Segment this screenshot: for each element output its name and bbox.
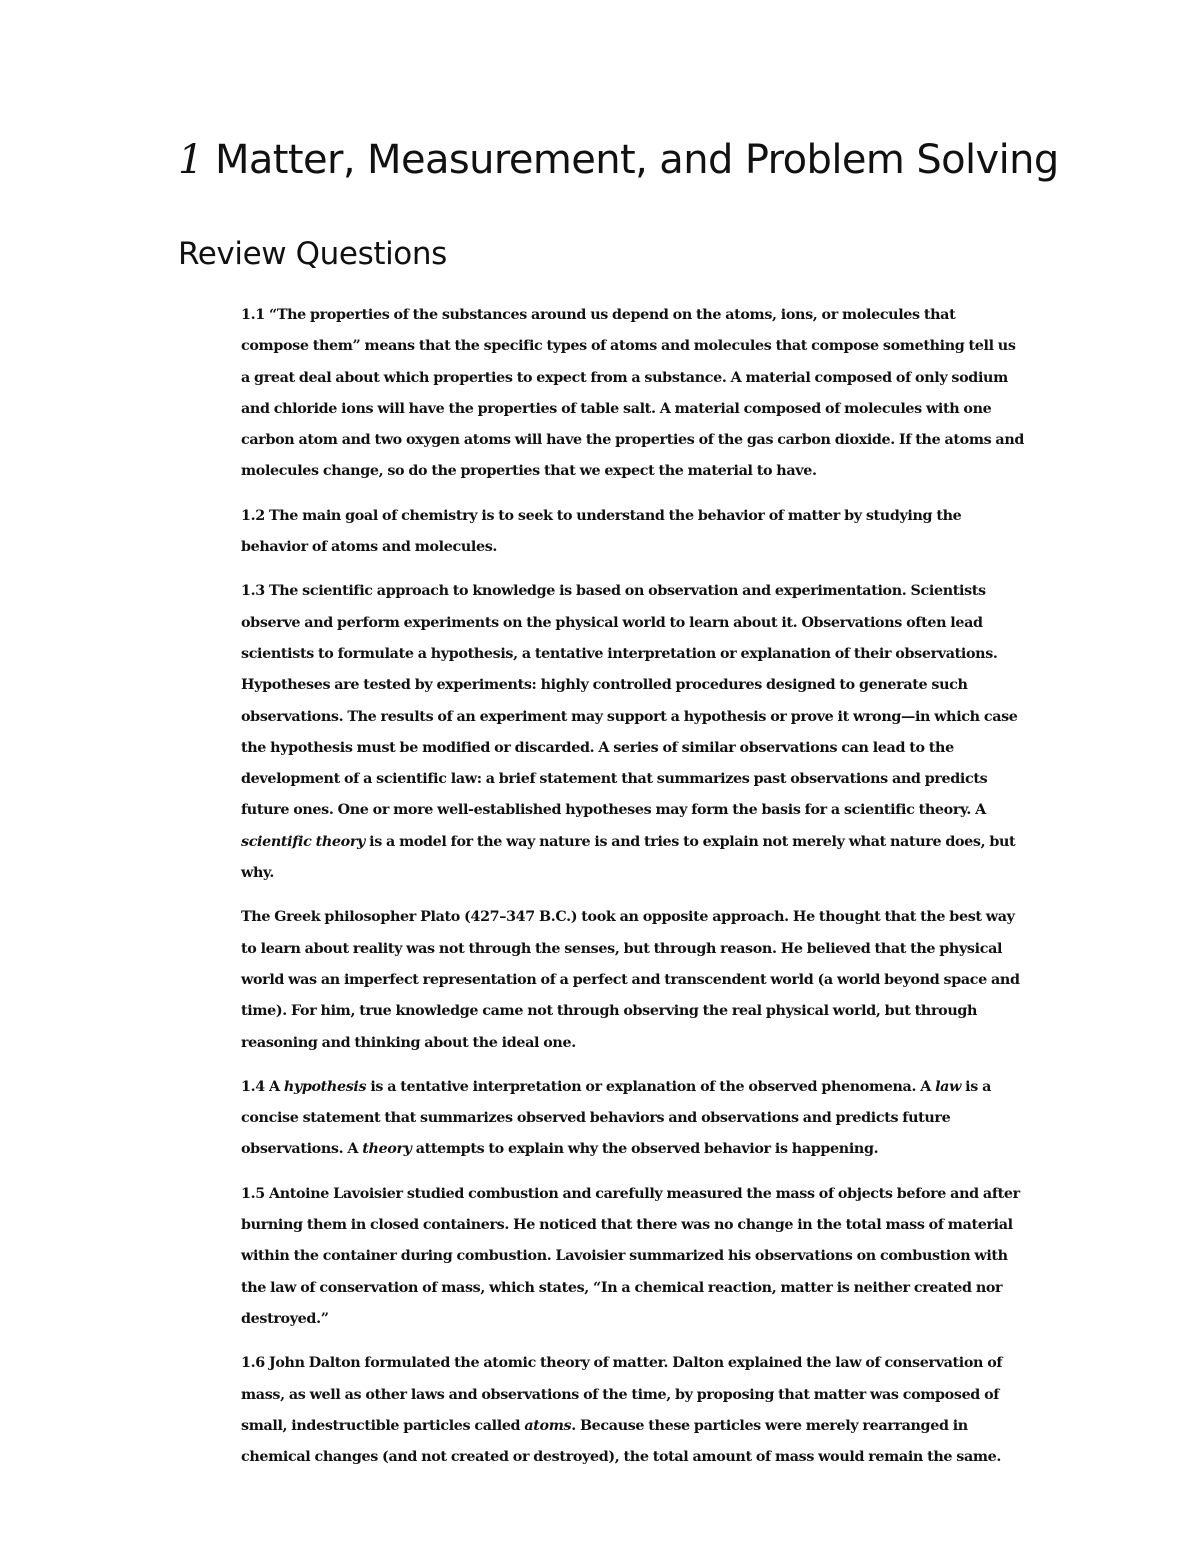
- chapter-title: [178, 132, 1059, 188]
- emphasis-atoms: atoms: [524, 1417, 572, 1434]
- paragraph-text: 1.5 Antoine Lavoisier studied combustion and carefully measured the mass of objects before and after burning them in closed containers. He noticed that there was no change in the total mass of material within the container during combustion. Lavoisier summarized his observations on combustion with the law of conservation of mass, which states, “In a chemical reaction, matter is neither created nor destroyed.”: [241, 1185, 1020, 1327]
- paragraph-text: attempts to explain why the observed behavior is happening.: [411, 1141, 879, 1158]
- chapter-number: 1: [178, 137, 203, 183]
- paragraph-text: is a tentative interpretation or explanation of the observed phenomena. A: [366, 1078, 936, 1095]
- emphasis-theory: theory: [362, 1141, 412, 1158]
- paragraph-text: 1.4 A: [241, 1078, 284, 1095]
- emphasis-law: law: [935, 1078, 962, 1095]
- paragraph-q1-3-plato: [241, 902, 1026, 1058]
- section-title: Review Questions: [178, 236, 447, 272]
- emphasis-scientific-theory: scientific theory: [241, 833, 365, 850]
- paragraph-text: is a model for the way nature is and tries to explain not merely what nature does, but why.: [241, 833, 1016, 882]
- chapter-title-text: Matter, Measurement, and Problem Solving: [214, 137, 1059, 183]
- paragraph-text: 1.3 The scientific approach to knowledge is based on observation and experimentation. Scientists observe and perform experiments on the physical world to learn about it. Observations often lead scientists to formulate a hypothesis, a tentative interpretation or explanation of their observations. Hypotheses are tested by experiments: highly controlled procedures designed to generate such observations. The results of an experiment may support a hypothesis or prove it wrong—in which case the hypothesis must be modified or discarded. A series of similar observations can lead to the development of a scientific law: a brief statement that summarizes past observations and predicts future ones. One or more well-established hypotheses may form the basis for a scientific theory. A: [241, 583, 1018, 819]
- emphasis-hypothesis: hypothesis: [283, 1078, 367, 1095]
- paragraph-q1-5: [241, 1179, 1026, 1335]
- paragraph-q1-6: [241, 1348, 1026, 1473]
- paragraph-text: is a concise statement that summarizes observed behaviors and observations and predicts future observations. A: [241, 1078, 991, 1158]
- paragraph-text: 1.6 John Dalton formulated the atomic theory of matter. Dalton explained the law of conservation of mass, as well as other laws and observations of the time, by proposing that matter was composed of small, indestructible particles called: [241, 1355, 1003, 1434]
- paragraph-q1-4: [241, 1072, 1026, 1166]
- paragraph-text: The Greek philosopher Plato (427–347 B.C.) took an opposite approach. He thought that the best way to learn about reality was not through the senses, but through reason. He believed that the physical world was an imperfect representation of a perfect and transcendent world (a world beyond space and time). For him, true knowledge came not through observing the real physical world, but through reasoning and thinking about the ideal one.: [241, 909, 1020, 1051]
- paragraph-q1-3: [241, 576, 1026, 889]
- paragraph-text: 1.1 “The properties of the substances around us depend on the atoms, ions, or molecules that compose them” means that the specific types of atoms and molecules that compose something tell us a great deal about which properties to expect from a substance. A material composed of only sodium and chloride ions will have the properties of table salt. A material composed of molecules with one carbon atom and two oxygen atoms will have the properties of the gas carbon dioxide. If the atoms and molecules change, so do the properties that we expect the material to have.: [241, 307, 1025, 480]
- paragraph-q1-1: [241, 300, 1026, 488]
- paragraph-q1-2: [241, 501, 1026, 564]
- paragraph-text: . Because these particles were merely rearranged in chemical changes (and not created or destroyed), the total amount of mass would remain the same.: [241, 1417, 1002, 1466]
- paragraph-text: 1.2 The main goal of chemistry is to seek to understand the behavior of matter by studying the behavior of atoms and molecules.: [241, 507, 962, 556]
- document-body: [241, 300, 1026, 1486]
